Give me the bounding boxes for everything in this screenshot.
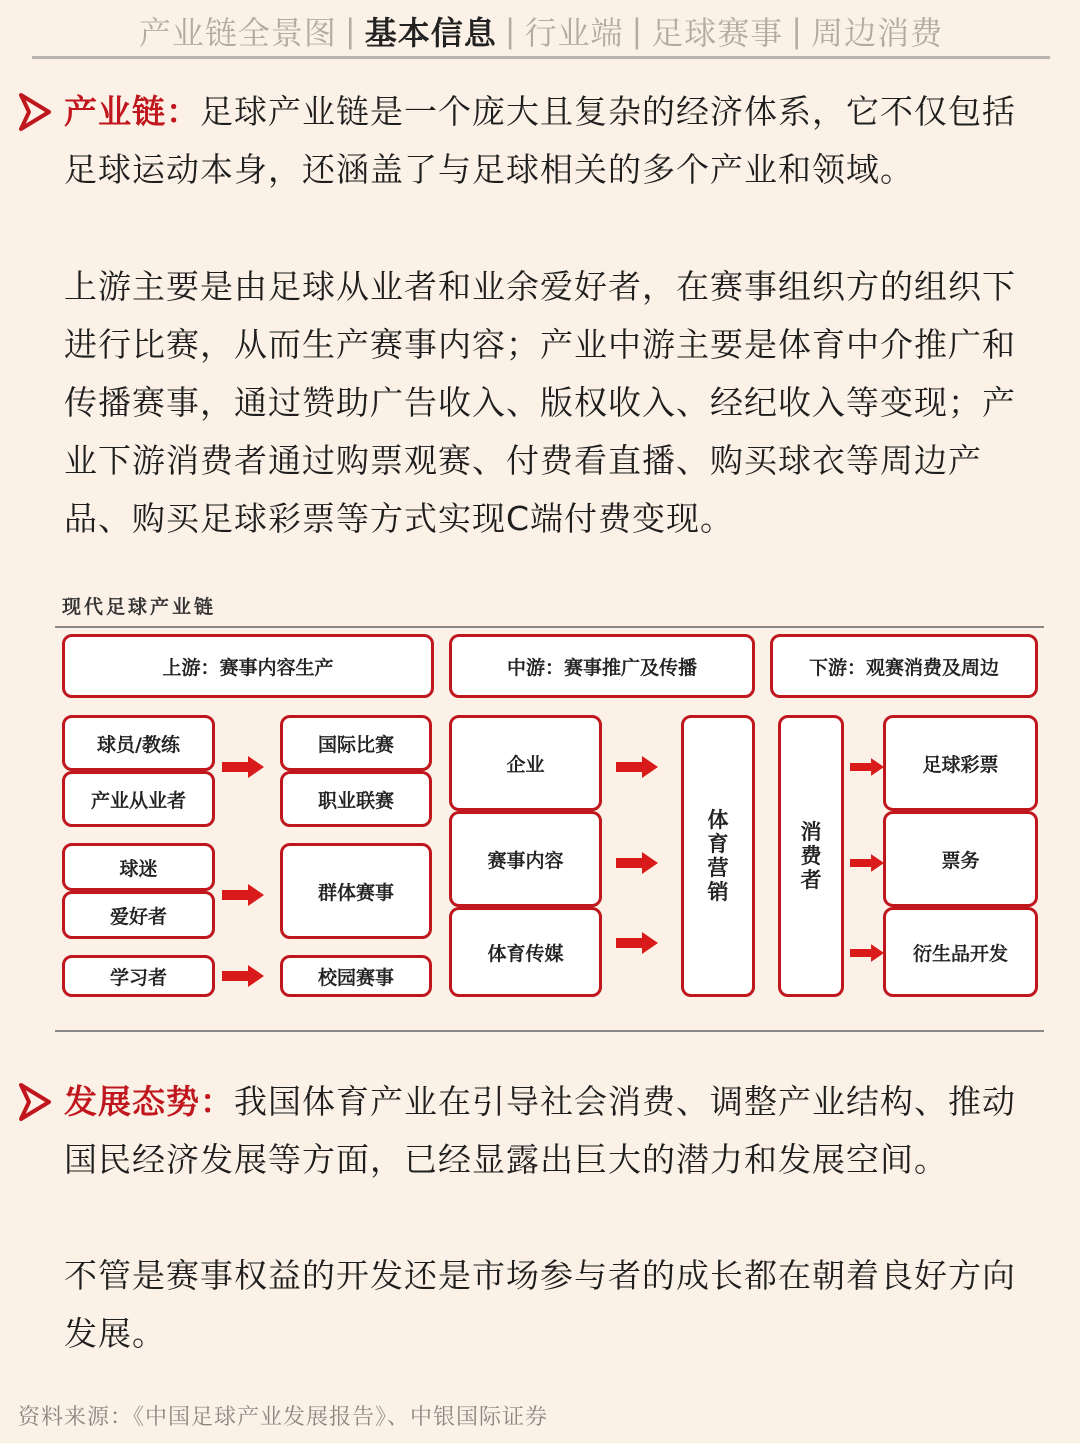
industry-chain-text: 足球产业链是一个庞大且复杂的经济体系，它不仅包括足球运动本身，还涵盖了与足球相关的多个产业和领域。	[64, 92, 1016, 189]
event-mass: 群体赛事	[280, 843, 432, 939]
source-note: 资料来源：《中国足球产业发展报告》、中银国际证券	[18, 1405, 549, 1430]
right-arrow-icon	[850, 756, 884, 778]
event-campus: 校园赛事	[280, 955, 432, 997]
right-arrow-icon	[850, 942, 884, 964]
right-arrow-icon	[222, 756, 264, 778]
midstream-event-content: 赛事内容	[449, 811, 602, 907]
industry-chain-intro	[64, 83, 1044, 199]
participant-learner: 学习者	[62, 955, 215, 997]
arrow-bullet-icon	[18, 1082, 52, 1122]
top-nav	[32, 6, 1050, 59]
right-arrow-icon	[222, 884, 264, 906]
participant-amateur: 爱好者	[62, 891, 215, 939]
upstream-header: 上游：赛事内容生产	[62, 634, 434, 698]
nav-tab-basic-info[interactable]: 基本信息	[364, 14, 497, 52]
nav-tab-peripheral[interactable]: 周边消费	[811, 14, 944, 52]
channel-char: 育	[707, 832, 729, 856]
diagram-top-rule	[55, 626, 1044, 628]
development-trend-text: 我国体育产业在引导社会消费、调整产业结构、推动国民经济发展等方面，已经显露出巨大的潜力和发展空间。	[64, 1082, 1016, 1179]
midstream-sports-media: 体育传媒	[449, 907, 602, 997]
nav-separator: |	[631, 12, 644, 50]
nav-separator: |	[791, 12, 804, 50]
downstream-merchandise: 衍生品开发	[883, 907, 1038, 997]
participant-player-coach: 球员/教练	[62, 715, 215, 771]
industry-chain-label: 产业链：	[64, 92, 200, 131]
midstream-enterprise: 企业	[449, 715, 602, 811]
nav-separator: |	[344, 12, 357, 50]
downstream-ticketing: 票务	[883, 811, 1038, 907]
consumer-char: 费	[800, 844, 822, 868]
industry-chain-detail: 上游主要是由足球从业者和业余爱好者，在赛事组织方的组织下进行比赛，从而生产赛事内容；产业中游主要是体育中介推广和传播赛事，通过赞助广告收入、版权收入、经纪收入等变现；产业下游消费者通过购票观赛、付费看直播、购买球衣等周边产品、购买足球彩票等方式实现C端付费变现。	[64, 267, 1016, 538]
nav-tab-panorama[interactable]: 产业链全景图	[138, 14, 337, 52]
participant-fan: 球迷	[62, 843, 215, 891]
consumer-char: 消	[800, 820, 822, 844]
participant-practitioner: 产业从业者	[62, 771, 215, 827]
channel-char: 销	[707, 880, 729, 904]
right-arrow-icon	[616, 852, 658, 874]
development-trend-intro	[64, 1073, 1044, 1189]
diagram-bottom-rule	[55, 1030, 1044, 1032]
arrow-bullet-icon	[18, 92, 52, 132]
nav-tab-football-events[interactable]: 足球赛事	[651, 14, 784, 52]
nav-separator: |	[504, 12, 517, 50]
channel-sports-marketing	[681, 715, 755, 997]
consumer-char: 者	[800, 868, 822, 892]
midstream-header: 中游：赛事推广及传播	[449, 634, 755, 698]
channel-char: 营	[707, 856, 729, 880]
development-trend-label: 发展态势：	[64, 1082, 234, 1121]
event-professional-league: 职业联赛	[280, 771, 432, 827]
development-trend-detail: 不管是赛事权益的开发还是市场参与者的成长都在朝着良好方向发展。	[64, 1256, 1016, 1353]
right-arrow-icon	[616, 756, 658, 778]
right-arrow-icon	[616, 932, 658, 954]
downstream-header: 下游：观赛消费及周边	[770, 634, 1038, 698]
right-arrow-icon	[850, 852, 884, 874]
downstream-lottery: 足球彩票	[883, 715, 1038, 811]
right-arrow-icon	[222, 965, 264, 987]
diagram-title: 现代足球产业链	[62, 596, 217, 618]
downstream-consumer	[778, 715, 844, 997]
nav-tab-industry[interactable]: 行业端	[524, 14, 624, 52]
event-international: 国际比赛	[280, 715, 432, 771]
channel-char: 体	[707, 808, 729, 832]
